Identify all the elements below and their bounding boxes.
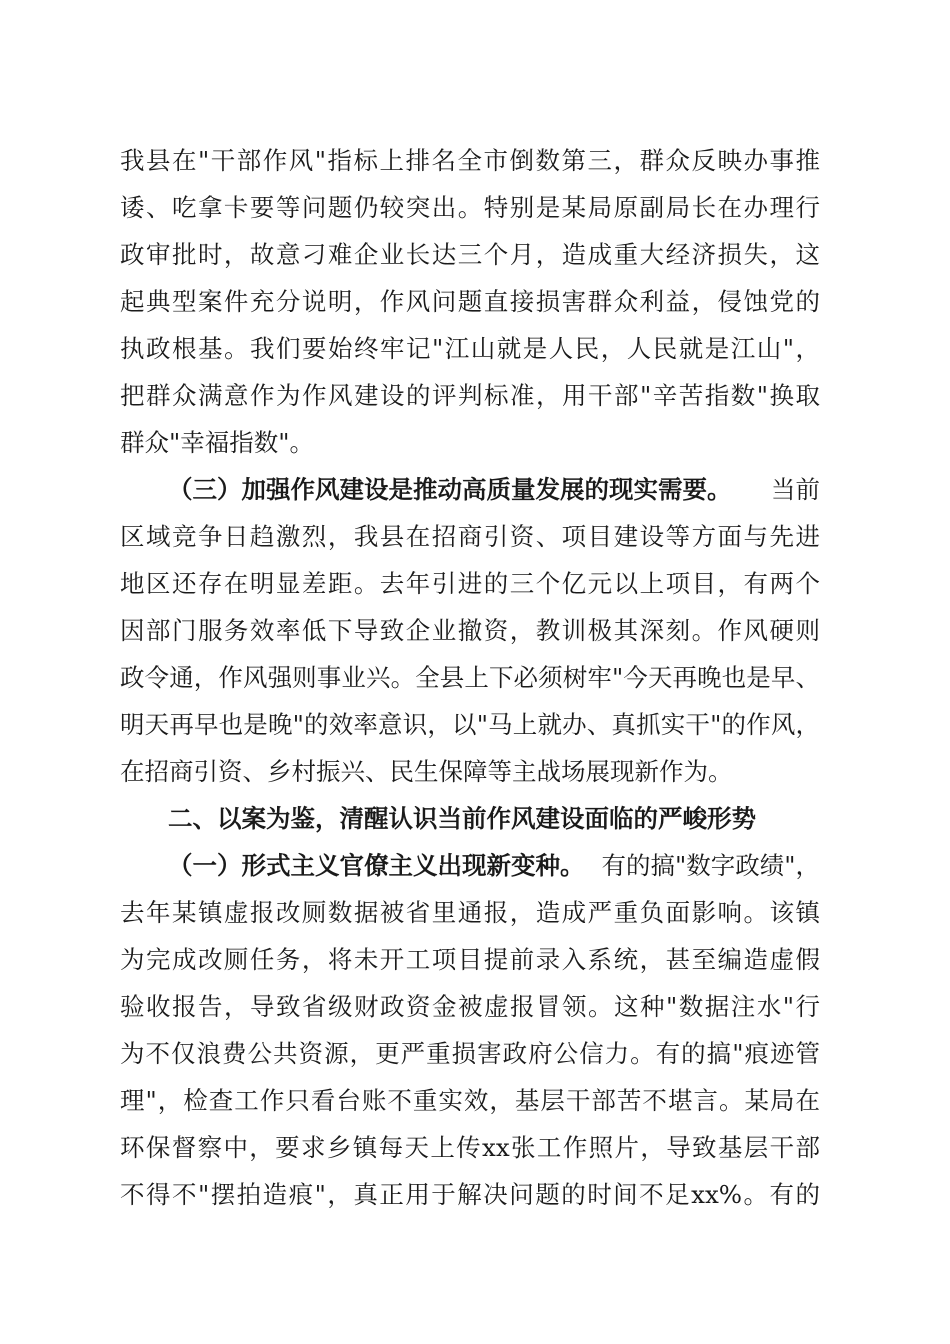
paragraph-line: 去年某镇虚报改厕数据被省里通报，造成严重负面影响。该镇 [120, 898, 820, 927]
paragraph-line-tail: 当前 [771, 475, 820, 504]
paragraph-line: 我县在"干部作风"指标上排名全市倒数第三，群众反映办事推 [120, 146, 820, 175]
section-heading: 二、以案为鉴，清醒认识当前作风建设面临的严峻形势 [168, 804, 756, 833]
paragraph-line: 区域竞争日趋激烈，我县在招商引资、项目建设等方面与先进 [120, 522, 820, 551]
paragraph-line: 环保督察中，要求乡镇每天上传xx张工作照片，导致基层干部 [120, 1133, 820, 1162]
paragraph-line: 明天再早也是晚"的效率意识，以"马上就办、真抓实干"的作风， [120, 710, 820, 739]
paragraph-line: 诿、吃拿卡要等问题仍较突出。特别是某局原副局长在办理行 [120, 193, 820, 222]
paragraph-line: 因部门服务效率低下导致企业撤资，教训极其深刻。作风硬则 [120, 616, 820, 645]
section-lead-1: （一）形式主义官僚主义出现新变种。 [168, 851, 585, 880]
paragraph-line: 理"，检查工作只看台账不重实效，基层干部苦不堪言。某局在 [120, 1086, 820, 1115]
paragraph-line: 群众"幸福指数"。 [120, 428, 315, 457]
paragraph-first-line [168, 848, 820, 884]
paragraph-first-line [168, 472, 820, 508]
section-lead-3: （三）加强作风建设是推动高质量发展的现实需要。 [168, 475, 732, 504]
paragraph-line: 执政根基。我们要始终牢记"江山就是人民，人民就是江山"， [120, 334, 820, 363]
paragraph-line: 政令通，作风强则事业兴。全县上下必须树牢"今天再晚也是早、 [120, 663, 820, 692]
paragraph-line: 为完成改厕任务，将未开工项目提前录入系统，甚至编造虚假 [120, 945, 820, 974]
paragraph-line: 验收报告，导致省级财政资金被虚报冒领。这种"数据注水"行 [120, 992, 820, 1021]
paragraph-line: 政审批时，故意刁难企业长达三个月，造成重大经济损失，这 [120, 240, 820, 269]
paragraph-line: 地区还存在明显差距。去年引进的三个亿元以上项目，有两个 [120, 569, 820, 598]
paragraph-line: 把群众满意作为作风建设的评判标准，用干部"辛苦指数"换取 [120, 381, 820, 410]
paragraph-line: 在招商引资、乡村振兴、民生保障等主战场展现新作为。 [120, 757, 733, 786]
paragraph-line: 起典型案件充分说明，作风问题直接损害群众利益，侵蚀党的 [120, 287, 820, 316]
paragraph-line: 为不仅浪费公共资源，更严重损害政府公信力。有的搞"痕迹管 [120, 1039, 820, 1068]
paragraph-line: 不得不"摆拍造痕"，真正用于解决问题的时间不足xx%。有的 [120, 1180, 820, 1209]
paragraph-line-tail: 有的搞"数字政绩"， [601, 851, 820, 880]
